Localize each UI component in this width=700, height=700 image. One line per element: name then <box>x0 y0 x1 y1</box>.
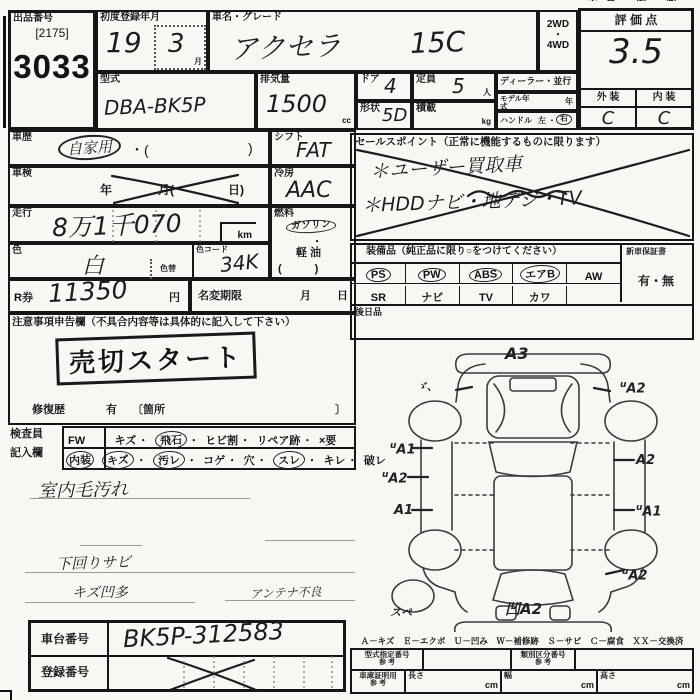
inspector-item: 破レ <box>363 455 386 467</box>
vin-table <box>28 616 346 692</box>
mark-text: ゞ、 <box>416 380 438 393</box>
handle-left: 左 <box>538 116 546 125</box>
note-underline <box>80 545 142 546</box>
inspector-row2-head-circled: 内装 <box>66 450 95 469</box>
first-reg-year: 19 <box>106 26 142 59</box>
note-underline <box>225 600 355 601</box>
inspector-item: コゲ <box>203 455 226 467</box>
equipment-row1 <box>352 264 620 284</box>
fuel-cell <box>270 206 356 279</box>
note-underline <box>30 498 250 499</box>
inspector-row2 <box>64 449 386 470</box>
shift-value: FAT <box>296 138 331 162</box>
note-many-scratches: キズ凹多 <box>72 585 128 601</box>
mark-text: A2 <box>626 381 646 397</box>
width-cell <box>502 671 598 692</box>
sep: ・ <box>186 456 197 467</box>
registration-label: 登録番号 <box>41 665 90 679</box>
exterior-label: 外 装 <box>581 90 637 106</box>
repair-location-open: 〔箇所 <box>132 404 165 417</box>
lot-bracket: [2175] <box>35 25 69 40</box>
registration-divider <box>107 657 109 689</box>
note-underline <box>265 540 355 541</box>
model-year-cell <box>496 92 578 111</box>
sold-out-stamp-text: 売切スタート <box>68 342 244 380</box>
r-ticket-row <box>8 274 190 313</box>
fuel-paren: ( ) <box>278 263 319 275</box>
model-code-label: 型式 <box>100 74 120 85</box>
score-label: 評 価 点 <box>581 11 691 32</box>
inspector-item-circled: 飛石 <box>154 430 187 450</box>
mark-text: スペ <box>390 606 412 619</box>
ac-label: 冷房 <box>274 168 294 179</box>
length-cell <box>406 671 502 692</box>
displacement-value: 1500 <box>266 90 328 118</box>
inspector-item: リペア跡 <box>256 435 301 447</box>
scan-corner-mark <box>0 690 12 700</box>
mileage-row <box>8 206 270 243</box>
lot-number-box <box>8 10 96 130</box>
inspector-item-circled: 汚レ <box>152 450 185 470</box>
mark-left-fender <box>416 378 438 394</box>
inspector-item-circled: キズ <box>102 450 135 470</box>
rename-deadline-cell <box>190 279 356 313</box>
sep: ・ <box>188 436 199 447</box>
mark-sup: u <box>382 470 389 480</box>
capacity-label: 定員 <box>416 74 436 85</box>
equipment-row2 <box>352 286 620 305</box>
history-row <box>8 130 270 166</box>
r-ticket-label: R券 <box>14 292 33 304</box>
mark-sup: u <box>390 441 397 451</box>
month-dotted-box <box>154 25 206 70</box>
shape-label: 形状 <box>360 103 380 114</box>
color-change-label: 色替 <box>160 264 176 273</box>
dealer-label: ディーラー・並行 <box>500 76 572 86</box>
month-suffix: 月 <box>194 57 202 67</box>
mark-text: A1 <box>642 504 662 520</box>
height-unit: cm <box>676 680 690 691</box>
payload-cell <box>412 101 496 130</box>
height-cell <box>598 671 692 692</box>
sep: ・ <box>227 456 238 467</box>
fuel-dot1: ・ <box>312 237 322 248</box>
equip-navi: ナビ <box>421 291 444 304</box>
notice-box <box>8 313 356 425</box>
damage-legend-text: Ａ－キズ Ｅ－エクボ Ｕ－凹み Ｗ－補修跡 Ｓ－サビ Ｃ－腐食 ＸＸ－交換済 <box>360 636 684 646</box>
car-name-cell <box>208 10 538 72</box>
handle-right-circled: 右 <box>556 114 573 126</box>
car-name-label: 車名・グレード <box>212 12 282 23</box>
note-antenna-defect: アンテナ不良 <box>249 584 322 602</box>
mark-right-door <box>636 453 655 468</box>
equip-abs-circled: ABS <box>469 267 503 283</box>
sales-point-box <box>350 133 694 241</box>
mileage-unit: km <box>237 230 252 241</box>
history-paren-close: ) <box>248 140 253 156</box>
inspector-row1-divider <box>104 428 106 449</box>
drive-type-cell <box>538 10 578 72</box>
equip-ps-circled: PS <box>366 267 391 282</box>
inspector-item: ×要 <box>318 435 337 447</box>
sep: ・ <box>240 436 251 447</box>
displacement-unit: cc <box>342 116 351 126</box>
drive-dot: ・ <box>553 29 563 41</box>
payload-unit: kg <box>481 117 491 127</box>
registration-row <box>31 657 343 689</box>
sep: ・ <box>256 456 267 467</box>
equipment-header: 装備品（純正品に限り○をつけてください） <box>366 246 563 257</box>
garage-cert-label: 車庫証明用 <box>359 671 397 680</box>
history-value-circled: 自家用 <box>57 133 122 162</box>
vin-label: 車台番号 <box>41 632 90 646</box>
mark-sup: u <box>620 380 627 390</box>
width-unit: cm <box>580 680 594 691</box>
sales-point-line2: ＊HDDナビ・地デジ・TV <box>361 187 583 217</box>
displacement-label: 排気量 <box>260 74 290 85</box>
shape-cell <box>356 101 412 130</box>
note-interior-dirt: 室内毛汚れ <box>37 479 129 502</box>
mark-text: A2 <box>388 471 408 487</box>
height-label: 高さ <box>600 671 616 680</box>
capacity-cell <box>412 72 496 101</box>
rename-label: 名変期限 <box>198 290 242 302</box>
later-items-row <box>352 304 692 338</box>
color-code-value: 34K <box>218 249 260 277</box>
inspection-month: 月( <box>158 183 174 197</box>
doors-cell <box>356 72 412 101</box>
capacity-value: 5 <box>452 74 465 98</box>
sep: ・ <box>136 456 147 467</box>
color-code-box <box>192 245 270 279</box>
type-number-label: 型式指定番号 <box>364 650 410 659</box>
footer-row1 <box>352 650 692 671</box>
r-ticket-unit: 円 <box>169 292 180 304</box>
vin-divider <box>107 623 109 657</box>
doors-value: 4 <box>384 74 397 98</box>
shift-cell <box>270 130 356 166</box>
sold-out-stamp <box>55 332 257 386</box>
inspection-year: 年 <box>100 183 113 197</box>
drive-2wd: 2WD <box>546 19 570 30</box>
fuel-label: 燃料 <box>274 208 294 219</box>
inspector-item: キレ <box>323 455 346 467</box>
mark-text: A1 <box>394 503 414 518</box>
vin-value: BK5P-312583 <box>122 616 285 654</box>
inspector-head1: 検査員 <box>10 428 43 440</box>
sales-point-line1: ＊ユーザー買取車 <box>369 153 523 183</box>
mark-right-rear-fender <box>622 567 648 583</box>
width-label: 幅 <box>504 671 512 680</box>
r-ticket-value: 11350 <box>47 274 129 309</box>
dealer-cell <box>496 72 578 92</box>
doors-label: ドア <box>360 74 380 85</box>
inspector-item: 穴 <box>243 455 255 467</box>
handle-cell <box>496 111 578 130</box>
drive-4wd: 4WD <box>546 40 570 51</box>
inspector-head2: 記入欄 <box>10 446 43 459</box>
payload-label: 積載 <box>416 103 436 114</box>
note-underline <box>25 572 355 573</box>
class-number-label: 類別区分番号 <box>520 650 566 659</box>
shift-label: シフト <box>274 132 304 143</box>
length-label: 長さ <box>408 671 424 680</box>
equipment-box <box>350 243 694 340</box>
color-code-label: 色コード <box>196 245 228 254</box>
model-year-suffix: 年 <box>565 97 573 107</box>
inspector-row1-head: FW <box>68 435 86 447</box>
class-number-cell <box>510 650 576 671</box>
mark-left-door-1 <box>390 441 416 457</box>
notice-header: 注意事項申告欄（不具合内容等は具体的に記入して下さい） <box>12 316 296 328</box>
mark-text: A3 <box>505 344 529 363</box>
mark-front-bumper <box>505 344 529 363</box>
sales-point-header: セールスポイント（正常に機能するものに限ります） <box>355 136 607 148</box>
first-registration-cell <box>96 10 208 72</box>
fuel-gasoline-circled: ガソリン <box>286 219 337 234</box>
equipment-grid <box>352 262 620 302</box>
handle-label: ハンドル <box>500 116 532 125</box>
equip-leather: カワ <box>528 291 551 304</box>
mark-rear-bumper <box>505 598 542 619</box>
mark-sup: u <box>636 503 643 513</box>
capacity-unit: 人 <box>483 88 491 98</box>
footer-table <box>350 648 694 694</box>
first-reg-month: 3 <box>168 29 185 59</box>
mileage-value: 8万1千070 <box>51 208 183 243</box>
sep: ・ <box>302 436 313 447</box>
mark-right-quarter <box>636 503 662 519</box>
mark-spare-tire <box>390 604 412 620</box>
inspection-row <box>8 166 270 206</box>
color-row <box>8 243 270 279</box>
model-code-value: DBA-BK5P <box>103 92 207 120</box>
mark-text: A2 <box>636 453 656 468</box>
inspector-table <box>62 426 386 470</box>
mark-text: A1 <box>396 442 416 458</box>
warranty-value: 有・無 <box>638 274 675 288</box>
inspector-row1 <box>64 428 354 449</box>
note-underbody-rust: 下回りサビ <box>55 552 132 574</box>
lot-label: 出品番号 <box>13 13 53 24</box>
lot-number: 3033 <box>13 47 91 85</box>
equip-pw-circled: PW <box>418 267 446 282</box>
mark-text: A2 <box>628 568 648 584</box>
equip-sr: SR <box>370 291 387 304</box>
km-box <box>220 222 256 243</box>
interior-grade: C <box>657 108 671 129</box>
inspection-day: 日) <box>228 183 244 197</box>
inspector-item: ヒビ割 <box>205 435 239 447</box>
inspector-item-circled: スレ <box>273 450 306 470</box>
footer-row2 <box>352 671 692 692</box>
later-items-label: 後日品 <box>355 307 383 317</box>
repair-location-close: 〕 <box>335 404 346 417</box>
mark-sup: u <box>622 567 629 577</box>
model-year-label: モデル年式 <box>500 94 530 112</box>
score-value: 3.5 <box>608 31 664 72</box>
sep: ・ <box>307 456 318 467</box>
history-paren-open: ・( <box>130 142 149 158</box>
color-value: 白 <box>82 254 105 279</box>
sep: ・ <box>138 436 149 447</box>
ext-int-values <box>581 108 691 130</box>
rename-month: 月 <box>300 290 311 302</box>
mileage-label: 走行 <box>12 208 32 219</box>
warranty-divider <box>620 245 622 302</box>
car-grade-value: 15C <box>409 25 466 60</box>
vin-row <box>31 616 343 657</box>
interior-label: 内 装 <box>652 92 676 103</box>
type-number-ref: 参 考 <box>379 659 395 667</box>
first-reg-label: 初度登録年月 <box>100 12 160 23</box>
inspector-head-labels <box>10 429 60 459</box>
displacement-cell <box>256 72 356 130</box>
handle-dot: ・ <box>548 116 556 125</box>
garage-cert-ref: 参 考 <box>370 680 386 688</box>
ac-cell <box>270 166 356 206</box>
equip-tv: TV <box>478 291 494 304</box>
exterior-grade: C <box>581 108 637 130</box>
mark-left-door-2 <box>382 470 408 486</box>
mark-right-fender <box>620 380 646 396</box>
color-label: 色 <box>12 245 22 256</box>
mark-left-quarter <box>394 503 413 518</box>
repair-yes: 有 <box>106 404 117 417</box>
car-name-value: アクセラ <box>229 29 342 66</box>
length-unit: cm <box>484 680 498 691</box>
ext-int-header <box>581 88 691 108</box>
garage-cert-cell <box>352 671 406 692</box>
sep: ・ <box>347 456 358 467</box>
cropped-top-stamp <box>588 0 698 1</box>
rename-day: 日 <box>337 290 348 302</box>
inspector-item: キズ <box>114 435 137 447</box>
equipment-header-row <box>352 245 692 262</box>
warranty-label: 新車保証書 <box>626 247 666 256</box>
ac-value: AAC <box>286 178 332 203</box>
equip-airbag-circled: エアB <box>519 264 560 284</box>
inspection-label: 車検 <box>12 168 32 179</box>
mark-text: 凹A2 <box>505 600 543 618</box>
repair-label: 修復歴 <box>32 404 65 417</box>
scan-edge-mark <box>3 16 6 128</box>
equip-aw: AW <box>584 271 603 283</box>
model-code-cell <box>96 72 256 130</box>
cropped-stamp-text <box>588 0 684 1</box>
note-underline <box>25 602 195 603</box>
score-box <box>578 8 694 130</box>
history-label: 車歴 <box>12 132 32 143</box>
color-change-box <box>150 259 192 279</box>
fuel-diesel: 軽 油 <box>296 247 322 259</box>
type-number-cell <box>352 650 424 671</box>
class-number-ref: 参 考 <box>535 659 551 667</box>
damage-legend <box>350 631 694 649</box>
shape-value: 5D <box>382 105 408 126</box>
